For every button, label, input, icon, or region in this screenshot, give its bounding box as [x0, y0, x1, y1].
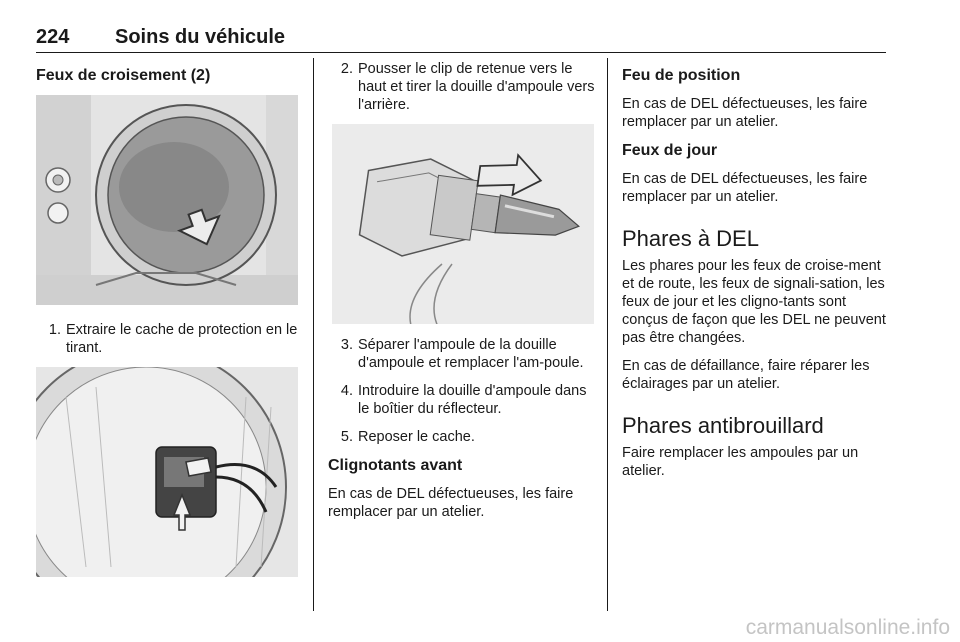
led-headlights-text-2: En cas de défaillance, faire réparer les éclairages par un atelier. — [622, 358, 870, 392]
front-turn-text: En cas de DEL défectueuses, les faire remplacer par un atelier. — [328, 486, 574, 520]
step-3: 3. Séparer l'ampoule de la douille d'ampoule et remplacer l'am-poule. — [340, 337, 584, 371]
section-heading-low-beam: Feux de croisement (2) — [36, 67, 211, 84]
page-number: 224 — [36, 26, 70, 48]
position-light-text: En cas de DEL défectueuses, les faire remplacer par un atelier. — [622, 96, 868, 130]
column-middle — [328, 60, 596, 531]
bulb-removal-illustration — [332, 124, 594, 324]
led-headlights-text-1: Les phares pour les feux de croise-ment et de route, les feux de signali-sation, les feux de jour et les cligno-tants sont conçus de façon que les DEL ne peuvent pas être changées. — [622, 258, 886, 346]
section-heading-led-headlights: Phares à DEL — [622, 226, 759, 251]
step-1: 1. Extraire le cache de protection en le tirant. — [48, 322, 298, 356]
watermark: carmanualsonline.info — [745, 616, 950, 639]
column-divider — [313, 58, 314, 611]
protective-cover-illustration — [36, 95, 298, 305]
step-4: 4. Introduire la douille d'ampoule dans le boîtier du réflecteur. — [340, 383, 587, 417]
section-heading-daytime-lights: Feux de jour — [622, 142, 718, 159]
step-2: 2. Pousser le clip de retenue vers le haut et tirer la douille d'ampoule vers l'arrière. — [340, 61, 595, 113]
section-heading-front-turn: Clignotants avant — [328, 457, 463, 474]
column-left — [36, 60, 298, 577]
page-header — [36, 26, 886, 53]
step-5: 5. Reposer le cache. — [340, 429, 475, 445]
section-heading-fog-lights: Phares antibrouillard — [622, 413, 824, 438]
fog-lights-text: Faire remplacer les ampoules par un atelier. — [622, 445, 859, 479]
bulb-socket-illustration — [36, 367, 298, 577]
section-heading-position-light: Feu de position — [622, 67, 741, 84]
page-title: Soins du véhicule — [115, 26, 286, 48]
column-right — [622, 60, 888, 490]
daytime-lights-text: En cas de DEL défectueuses, les faire remplacer par un atelier. — [622, 171, 868, 205]
column-divider — [607, 58, 608, 611]
